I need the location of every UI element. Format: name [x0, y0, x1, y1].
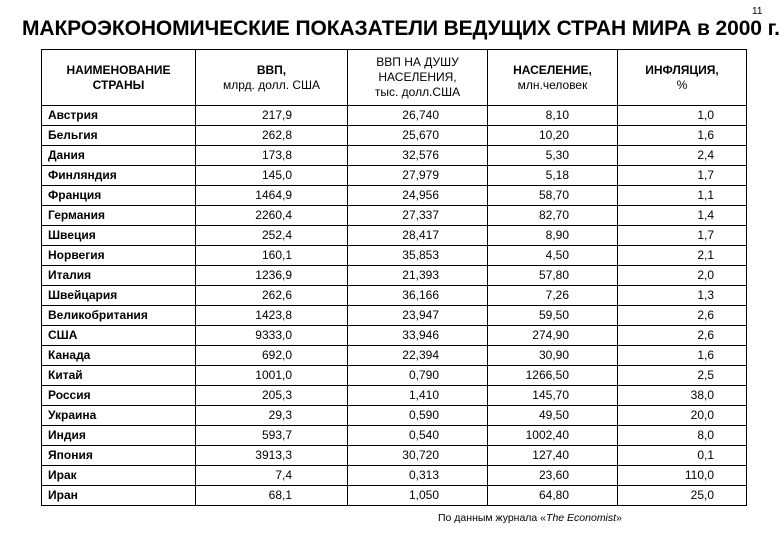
cell-gdp: 3913,3: [196, 446, 348, 466]
header-population: НАСЕЛЕНИЕ, млн.человек: [488, 50, 618, 106]
cell-gdp-per-capita: 0,313: [348, 466, 488, 486]
cell-gdp: 173,8: [196, 146, 348, 166]
page-number: 11: [752, 6, 763, 17]
indicators-table: [41, 49, 747, 506]
cell-gdp-per-capita: 30,720: [348, 446, 488, 466]
cell-country: Дания: [42, 146, 196, 166]
cell-gdp-per-capita: 36,166: [348, 286, 488, 306]
table-row: [42, 166, 747, 186]
cell-gdp-per-capita: 23,947: [348, 306, 488, 326]
cell-inflation: 1,4: [618, 206, 747, 226]
cell-gdp: 2260,4: [196, 206, 348, 226]
header-inflation: ИНФЛЯЦИЯ, %: [618, 50, 747, 106]
cell-gdp-per-capita: 27,337: [348, 206, 488, 226]
cell-population: 82,70: [488, 206, 618, 226]
cell-gdp: 160,1: [196, 246, 348, 266]
cell-gdp: 29,3: [196, 406, 348, 426]
table-row: [42, 286, 747, 306]
cell-country: США: [42, 326, 196, 346]
table-row: [42, 406, 747, 426]
cell-population: 64,80: [488, 486, 618, 506]
cell-country: Норвегия: [42, 246, 196, 266]
table-row: [42, 206, 747, 226]
cell-gdp: 1001,0: [196, 366, 348, 386]
cell-population: 4,50: [488, 246, 618, 266]
cell-gdp: 205,3: [196, 386, 348, 406]
cell-inflation: 1,7: [618, 226, 747, 246]
cell-gdp-per-capita: 0,590: [348, 406, 488, 426]
cell-gdp-per-capita: 0,790: [348, 366, 488, 386]
cell-population: 5,18: [488, 166, 618, 186]
cell-gdp-per-capita: 1,410: [348, 386, 488, 406]
table-row: [42, 366, 747, 386]
cell-gdp-per-capita: 25,670: [348, 126, 488, 146]
cell-inflation: 0,1: [618, 446, 747, 466]
cell-inflation: 25,0: [618, 486, 747, 506]
cell-population: 8,90: [488, 226, 618, 246]
cell-population: 127,40: [488, 446, 618, 466]
cell-inflation: 2,6: [618, 306, 747, 326]
cell-population: 58,70: [488, 186, 618, 206]
cell-gdp: 145,0: [196, 166, 348, 186]
table-row: [42, 326, 747, 346]
table-row: [42, 266, 747, 286]
cell-country: Индия: [42, 426, 196, 446]
cell-country: Россия: [42, 386, 196, 406]
cell-population: 274,90: [488, 326, 618, 346]
cell-gdp: 1236,9: [196, 266, 348, 286]
cell-gdp-per-capita: 1,050: [348, 486, 488, 506]
table-row: [42, 146, 747, 166]
cell-country: Германия: [42, 206, 196, 226]
cell-gdp: 252,4: [196, 226, 348, 246]
cell-gdp-per-capita: 32,576: [348, 146, 488, 166]
cell-inflation: 1,6: [618, 346, 747, 366]
cell-inflation: 20,0: [618, 406, 747, 426]
cell-gdp: 68,1: [196, 486, 348, 506]
cell-gdp-per-capita: 33,946: [348, 326, 488, 346]
cell-country: Финляндия: [42, 166, 196, 186]
header-gdp: ВВП, млрд. долл. США: [196, 50, 348, 106]
cell-country: Канада: [42, 346, 196, 366]
cell-gdp: 217,9: [196, 106, 348, 126]
cell-country: Франция: [42, 186, 196, 206]
cell-country: Иран: [42, 486, 196, 506]
cell-gdp-per-capita: 27,979: [348, 166, 488, 186]
cell-population: 1266,50: [488, 366, 618, 386]
table-row: [42, 346, 747, 366]
cell-population: 1002,40: [488, 426, 618, 446]
cell-inflation: 110,0: [618, 466, 747, 486]
cell-population: 7,26: [488, 286, 618, 306]
cell-population: 145,70: [488, 386, 618, 406]
cell-population: 8,10: [488, 106, 618, 126]
table-row: [42, 106, 747, 126]
table-row: [42, 186, 747, 206]
cell-inflation: 2,1: [618, 246, 747, 266]
cell-population: 57,80: [488, 266, 618, 286]
cell-gdp: 262,8: [196, 126, 348, 146]
cell-inflation: 1,6: [618, 126, 747, 146]
table-row: [42, 426, 747, 446]
header-row: [42, 50, 747, 106]
cell-gdp-per-capita: 21,393: [348, 266, 488, 286]
cell-population: 49,50: [488, 406, 618, 426]
cell-gdp-per-capita: 26,740: [348, 106, 488, 126]
cell-country: Украина: [42, 406, 196, 426]
cell-country: Бельгия: [42, 126, 196, 146]
source-note: По данным журнала «The Economist»: [438, 512, 622, 524]
cell-inflation: 2,4: [618, 146, 747, 166]
cell-population: 23,60: [488, 466, 618, 486]
cell-inflation: 2,5: [618, 366, 747, 386]
cell-country: Италия: [42, 266, 196, 286]
cell-inflation: 2,6: [618, 326, 747, 346]
cell-inflation: 38,0: [618, 386, 747, 406]
cell-inflation: 1,0: [618, 106, 747, 126]
cell-country: Великобритания: [42, 306, 196, 326]
cell-gdp-per-capita: 24,956: [348, 186, 488, 206]
cell-gdp-per-capita: 35,853: [348, 246, 488, 266]
cell-gdp-per-capita: 0,540: [348, 426, 488, 446]
cell-gdp: 1423,8: [196, 306, 348, 326]
cell-gdp-per-capita: 22,394: [348, 346, 488, 366]
cell-gdp: 9333,0: [196, 326, 348, 346]
cell-country: Австрия: [42, 106, 196, 126]
cell-population: 59,50: [488, 306, 618, 326]
cell-population: 5,30: [488, 146, 618, 166]
cell-gdp-per-capita: 28,417: [348, 226, 488, 246]
cell-gdp: 7,4: [196, 466, 348, 486]
cell-inflation: 8,0: [618, 426, 747, 446]
table-row: [42, 246, 747, 266]
table-row: [42, 226, 747, 246]
page-title: МАКРОЭКОНОМИЧЕСКИЕ ПОКАЗАТЕЛИ ВЕДУЩИХ СТРАН МИРА в 2000 г.: [22, 17, 780, 40]
cell-gdp: 692,0: [196, 346, 348, 366]
cell-gdp: 262,6: [196, 286, 348, 306]
cell-inflation: 1,3: [618, 286, 747, 306]
table-row: [42, 446, 747, 466]
cell-country: Швеция: [42, 226, 196, 246]
cell-country: Япония: [42, 446, 196, 466]
table-row: [42, 486, 747, 506]
cell-country: Китай: [42, 366, 196, 386]
cell-population: 10,20: [488, 126, 618, 146]
cell-gdp: 593,7: [196, 426, 348, 446]
header-country: НАИМЕНОВАНИЕ СТРАНЫ: [42, 50, 196, 106]
cell-country: Ирак: [42, 466, 196, 486]
cell-inflation: 2,0: [618, 266, 747, 286]
table-row: [42, 126, 747, 146]
cell-inflation: 1,1: [618, 186, 747, 206]
table-row: [42, 466, 747, 486]
cell-gdp: 1464,9: [196, 186, 348, 206]
cell-inflation: 1,7: [618, 166, 747, 186]
cell-population: 30,90: [488, 346, 618, 366]
cell-country: Швейцария: [42, 286, 196, 306]
table-row: [42, 386, 747, 406]
table-row: [42, 306, 747, 326]
header-gdp-per-capita: ВВП НА ДУШУ НАСЕЛЕНИЯ, тыс. долл.США: [348, 50, 488, 106]
